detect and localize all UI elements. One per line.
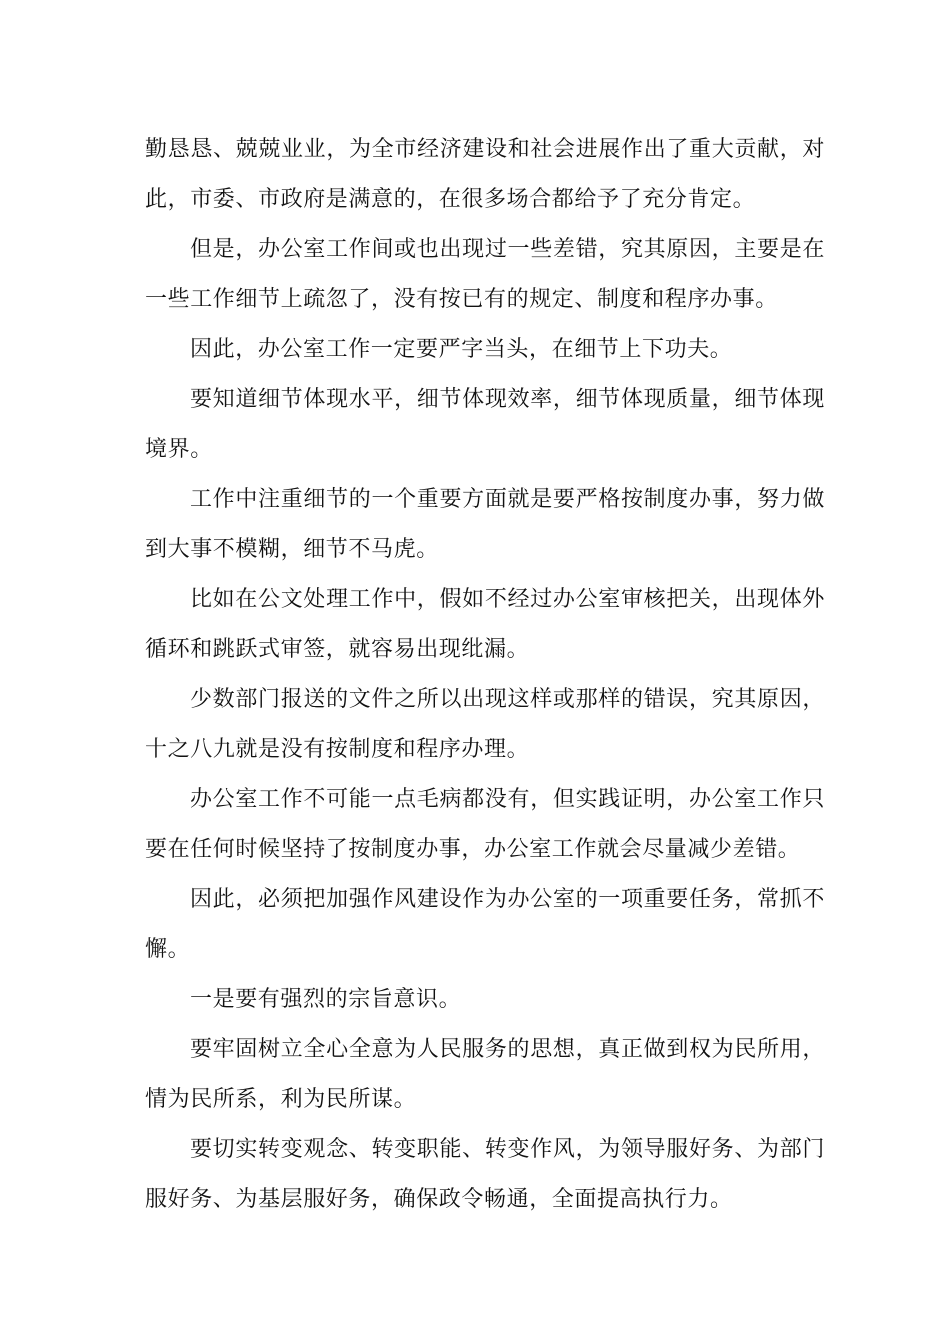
paragraph: 工作中注重细节的一个重要方面就是要严格按制度办事，努力做到大事不模糊，细节不马虎。 bbox=[145, 487, 825, 562]
paragraph: 要牢固树立全心全意为人民服务的思想，真正做到权为民所用，情为民所系，利为民所谋。 bbox=[145, 1037, 825, 1112]
paragraph: 比如在公文处理工作中，假如不经过办公室审核把关，出现体外循环和跳跃式审签，就容易出现纰漏。 bbox=[145, 587, 825, 662]
paragraph: 办公室工作不可能一点毛病都没有，但实践证明，办公室工作只要在任何时候坚持了按制度办事，办公室工作就会尽量减少差错。 bbox=[145, 787, 825, 862]
paragraph: 因此，办公室工作一定要严字当头，在细节上下功夫。 bbox=[190, 337, 733, 362]
paragraph: 要切实转变观念、转变职能、转变作风，为领导服好务、为部门服好务、为基层服好务，确保政令畅通，全面提高执行力。 bbox=[145, 1137, 825, 1212]
paragraph: 少数部门报送的文件之所以出现这样或那样的错误，究其原因，十之八九就是没有按制度和程序办理。 bbox=[145, 687, 825, 762]
paragraph: 要知道细节体现水平，细节体现效率，细节体现质量，细节体现境界。 bbox=[145, 387, 825, 462]
paragraph-continued: 勤恳恳、兢兢业业，为全市经济建设和社会进展作出了重大贡献，对此，市委、市政府是满意的，在很多场合都给予了充分肯定。 bbox=[145, 137, 825, 212]
document-body bbox=[145, 125, 825, 1225]
paragraph: 但是，办公室工作间或也出现过一些差错，究其原因，主要是在一些工作细节上疏忽了，没有按已有的规定、制度和程序办事。 bbox=[145, 237, 825, 312]
paragraph: 因此，必须把加强作风建设作为办公室的一项重要任务，常抓不懈。 bbox=[145, 887, 825, 962]
paragraph: 一是要有强烈的宗旨意识。 bbox=[190, 987, 462, 1012]
